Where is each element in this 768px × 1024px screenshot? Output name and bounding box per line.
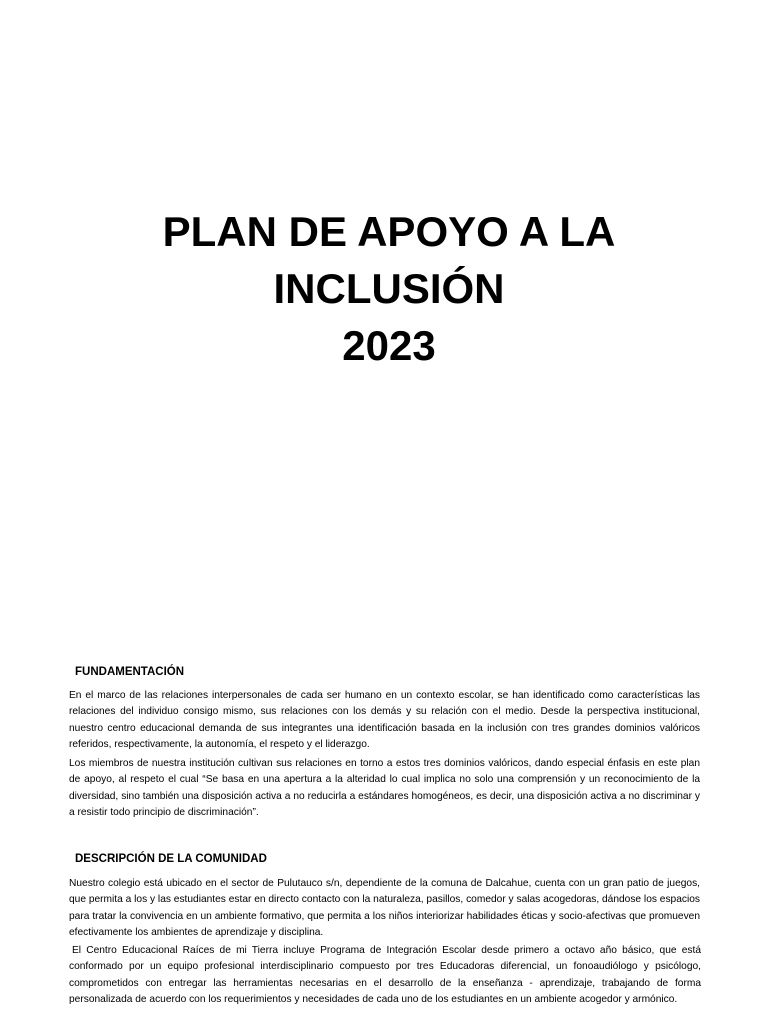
document-title <box>0 203 768 374</box>
title-line-year: 2023 <box>342 322 436 369</box>
section-heading-descripcion-comunidad: DESCRIPCIÓN DE LA COMUNIDAD <box>75 853 267 865</box>
paragraph-comunidad-1: Nuestro colegio está ubicado en el sector de Pulutauco s/n, dependiente de la comuna de Dalcahue, cuenta con un gran patio de juegos, que permita a los y las estudiantes estar en directo contacto con la naturaleza, pasillos, comedor y salas acogedoras, dándose los espacios para tratar la convivencia en un ambiente formativo, que permita a los niños interiorizar habilidades éticas y socio-afectivas que promueven efectivamente los ambientes de aprendizaje y disciplina. <box>69 878 700 939</box>
title-line-1: PLAN DE APOYO A LA <box>162 208 616 255</box>
paragraph-fundamentacion-2: Los miembros de nuestra institución cultivan sus relaciones en torno a estos tres dominios valóricos, dando especial énfasis en este plan de apoyo, al respeto el cual “Se basa en una apertura a la alteridad lo cual implica no solo una comprensión y un reconocimiento de la diversidad, sino también una disposición activa a no reducirla a estándares homogéneos, es decir, una disposición activa a no discriminar y a resistir todo principio de discriminación”. <box>69 758 700 819</box>
paragraph-fundamentacion-1: En el marco de las relaciones interpersonales de cada ser humano en un contexto escolar, se han identificado como características las relaciones del individuo consigo mismo, sus relaciones con los demás y su relación con el medio. Desde la perspectiva institucional, nuestro centro educacional demanda de sus integrantes una identificación basada en la inclusión con tres grandes dominios valóricos referidos, respectivamente, la autonomía, el respeto y el liderazgo. <box>69 690 700 751</box>
section-heading-fundamentacion: FUNDAMENTACIÓN <box>75 666 185 678</box>
paragraph-comunidad-2: El Centro Educacional Raíces de mi Tierra incluye Programa de Integración Escolar desde primero a octavo año básico, que está conformado por un equipo profesional interdisciplinario compuesto por tres Educadoras diferencial, un fonoaudiólogo y psicólogo, comprometidos con entregar las herramientas necesarias en el desarrollo de la enseñanza - aprendizaje, trabajando de forma personalizada de acuerdo con los requerimientos y necesidades de cada uno de los estudiantes en un ambiente acogedor y armónico. <box>69 945 701 1006</box>
title-line-2: INCLUSIÓN <box>273 265 505 312</box>
